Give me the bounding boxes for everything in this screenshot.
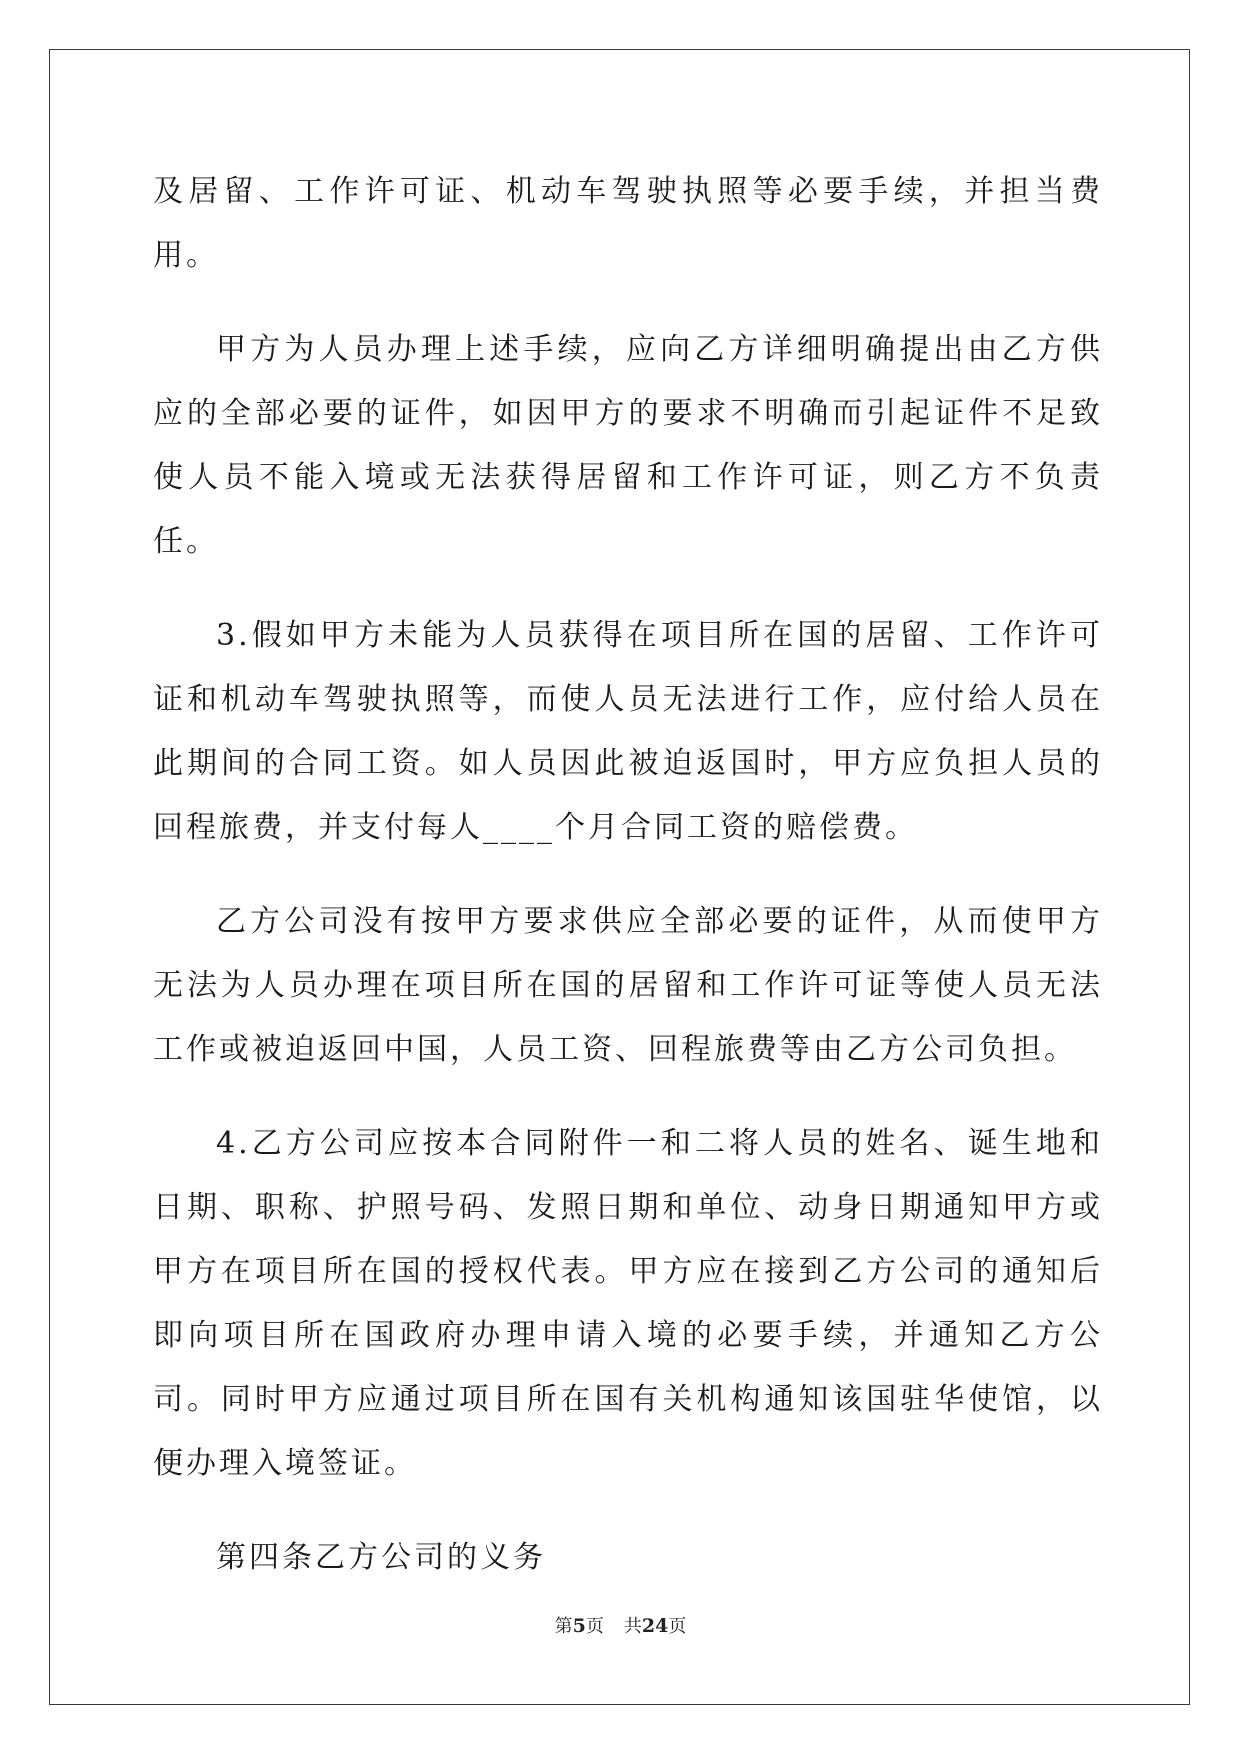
page-footer <box>0 1612 1241 1638</box>
paragraph-continuation: 及居留、工作许可证、机动车驾驶执照等必要手续，并担当费用。 <box>153 174 1103 273</box>
section-heading-article-4: 第四条乙方公司的义务 <box>216 1540 546 1575</box>
page-prefix: 第 <box>554 1616 573 1637</box>
page-suffix: 页 <box>585 1616 604 1637</box>
total-suffix: 页 <box>668 1616 687 1637</box>
document-body <box>153 160 1103 1590</box>
total-prefix: 共 <box>623 1616 642 1637</box>
paragraph-clause-4: 4.乙方公司应按本合同附件一和二将人员的姓名、诞生地和日期、职称、护照号码、发照日期和单位、动身日期通知甲方或甲方在项目所在国的授权代表。甲方应在接到乙方公司的通知后即向项目所在国政府办理申请入境的必要手续，并通知乙方公司。同时甲方应通过项目所在国有关机构通知该国驻华使馆，以便办理入境签证。 <box>153 1126 1103 1481</box>
current-page-number: 5 <box>572 1615 586 1637</box>
paragraph-clause-3: 3.假如甲方未能为人员获得在项目所在国的居留、工作许可证和机动车驾驶执照等，而使人员无法进行工作，应付给人员在此期间的合同工资。如人员因此被迫返国时，甲方应负担人员的回程旅费，并支付每人____个月合同工资的赔偿费。 <box>153 618 1103 845</box>
paragraph-document-requirements: 甲方为人员办理上述手续，应向乙方详细明确提出由乙方供应的全部必要的证件，如因甲方的要求不明确而引起证件不足致使人员不能入境或无法获得居留和工作许可证，则乙方不负责任。 <box>153 332 1103 559</box>
total-page-count: 24 <box>641 1615 669 1637</box>
paragraph-party-b-liability: 乙方公司没有按甲方要求供应全部必要的证件，从而使甲方无法为人员办理在项目所在国的居留和工作许可证等使人员无法工作或被迫返回中国，人员工资、回程旅费等由乙方公司负担。 <box>153 904 1103 1067</box>
